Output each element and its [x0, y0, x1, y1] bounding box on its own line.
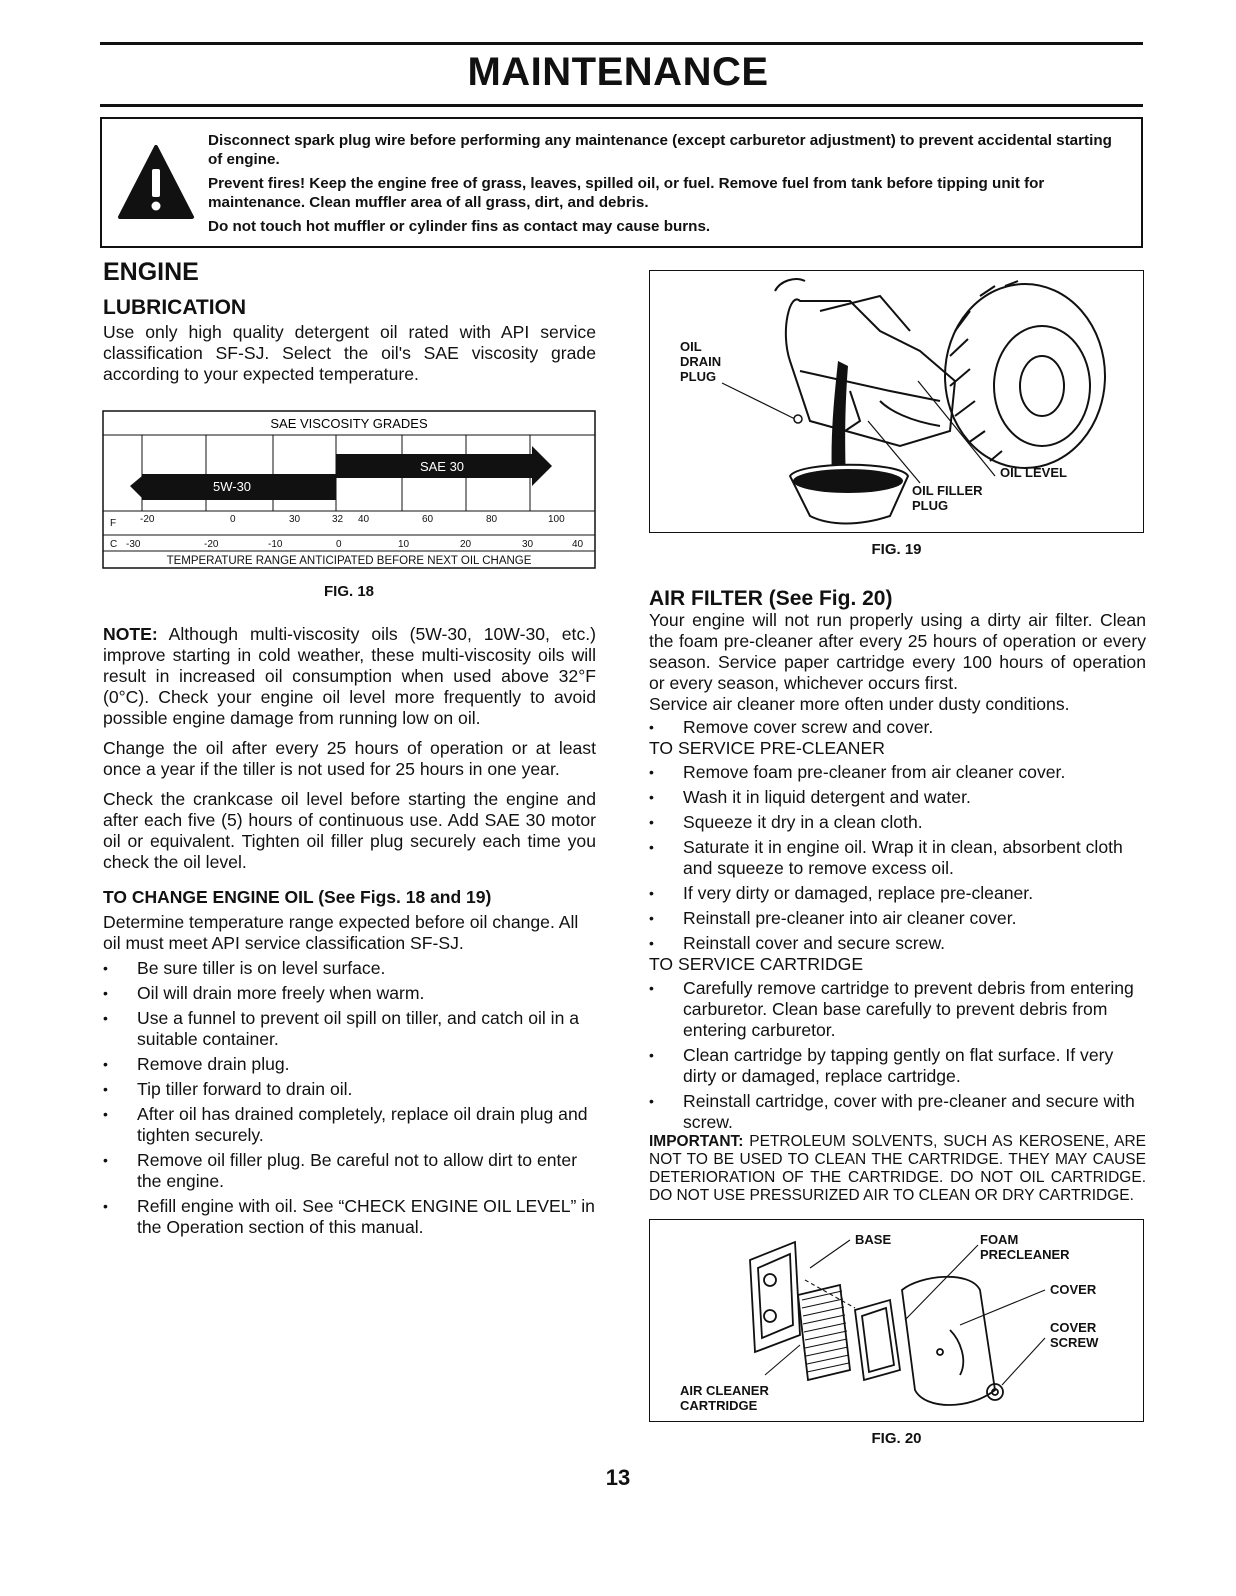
pre-cleaner-steps	[649, 762, 1146, 954]
fig20-box	[649, 1219, 1144, 1422]
right-column	[649, 588, 1146, 1205]
warning-line: Disconnect spark plug wire before performing any maintenance (except carburetor adjustment) to prevent accidental starting of engine.	[208, 132, 1112, 168]
c-tick: 10	[398, 539, 410, 550]
list-item: • After oil has drained completely, replace oil drain plug and tighten securely.	[103, 1104, 596, 1146]
important-label: IMPORTANT:	[649, 1133, 744, 1150]
base-label: BASE	[855, 1232, 892, 1247]
label-line: SCREW	[1050, 1335, 1099, 1350]
warning-line: Do not touch hot muffler or cylinder fins as contact may cause burns.	[208, 218, 711, 235]
fig19-caption: FIG. 19	[871, 541, 922, 558]
list-item: • Be sure tiller is on level surface.	[103, 958, 596, 979]
f-tick: -20	[140, 514, 155, 525]
label-line: PRECLEANER	[980, 1247, 1070, 1262]
title-rule	[100, 104, 1143, 107]
change-paragraph: Change the oil after every 25 hours of operation or at least once a year if the tiller is not used for 25 hours in one year.	[103, 738, 596, 779]
5w30-label: 5W-30	[212, 479, 252, 494]
list-item: • Reinstall cartridge, cover with pre-cleaner and secure with screw.	[649, 1091, 1146, 1133]
air-filter-dusty: Service air cleaner more often under dusty conditions.	[649, 694, 1070, 714]
note-paragraph	[103, 624, 596, 729]
oil-level-label: OIL LEVEL	[1000, 465, 1067, 480]
list-item: • Tip tiller forward to drain oil.	[103, 1079, 596, 1100]
page-number: 13	[605, 1465, 631, 1490]
list-item: • Remove oil filler plug. Be careful not to allow dirt to enter the engine.	[103, 1150, 596, 1192]
f-tick: 100	[548, 514, 565, 525]
c-label: C	[110, 539, 118, 550]
c-tick: 20	[460, 539, 472, 550]
f-tick: 80	[486, 514, 498, 525]
label-line: OIL FILLER	[912, 483, 983, 498]
f-tick: 30	[289, 514, 301, 525]
oil-filler-plug-label	[912, 483, 983, 513]
list-item: • Clean cartridge by tapping gently on flat surface. If very dirty or damaged, replace cartridge.	[649, 1045, 1146, 1087]
note-label: NOTE:	[103, 624, 158, 644]
label-line: OIL	[680, 339, 702, 354]
list-item: • Oil will drain more freely when warm.	[103, 983, 596, 1004]
pre-cleaner-heading: TO SERVICE PRE-CLEANER	[649, 738, 885, 758]
label-line: COVER	[1050, 1320, 1097, 1335]
left-column-lower	[103, 624, 596, 1242]
cover-screw-label	[1050, 1320, 1098, 1350]
list-item: • If very dirty or damaged, replace pre-cleaner.	[649, 883, 1146, 904]
list-item: • Remove foam pre-cleaner from air cleaner cover.	[649, 762, 1146, 783]
warning-line: Prevent fires! Keep the engine free of grass, leaves, spilled oil, or fuel. Remove fuel from tank before tipping unit for maintenance. Clean muffler area of all grass, dirt, and debris.	[208, 175, 1045, 211]
list-item: • Wash it in liquid detergent and water.	[649, 787, 1146, 808]
air-filter-remove	[649, 717, 1146, 738]
c-tick: -20	[204, 539, 219, 550]
air-cleaner-cartridge-label	[680, 1383, 769, 1413]
list-item: • Reinstall pre-cleaner into air cleaner cover.	[649, 908, 1146, 929]
change-oil-steps	[103, 958, 596, 1238]
f-tick: 60	[422, 514, 434, 525]
warning-triangle-icon	[116, 143, 196, 223]
list-item: • Saturate it in engine oil. Wrap it in clean, absorbent cloth and squeeze to remove excess oil.	[649, 837, 1146, 879]
list-item: • Use a funnel to prevent oil spill on tiller, and catch oil in a suitable container.	[103, 1008, 596, 1050]
lubrication-intro: Use only high quality detergent oil rated with API service classification SF-SJ. Select the oil's SAE viscosity grade according to your expected temperature.	[103, 322, 596, 384]
list-item: • Reinstall cover and secure screw.	[649, 933, 1146, 954]
top-rule	[100, 42, 1143, 45]
fig18-viscosity-chart	[102, 410, 596, 570]
cartridge-steps	[649, 978, 1146, 1133]
list-item: • Remove cover screw and cover.	[649, 717, 1146, 738]
important-paragraph	[649, 1133, 1146, 1205]
label-line: DRAIN	[680, 354, 722, 369]
air-filter-intro: Your engine will not run properly using a dirty air filter. Clean the foam pre-cleaner after every 25 hours of operation or every season. Service paper cartridge every 100 hours of operation or every season, whichever occurs first.	[649, 610, 1146, 693]
label-line: PLUG	[680, 369, 717, 384]
important-text: PETROLEUM SOLVENTS, SUCH AS KEROSENE, ARE NOT TO BE USED TO CLEAN THE CARTRIDGE. THEY MAY CAUSE DETERIORATION OF THE CARTRIDGE. DO NOT OIL CARTRIDGE. DO NOT USE PRESSURIZED AIR TO CLEAN OR DRY CARTRIDGE.	[649, 1133, 1146, 1204]
fig18-title: SAE VISCOSITY GRADES	[270, 416, 428, 431]
engine-heading: ENGINE	[103, 258, 199, 286]
sae30-label: SAE 30	[419, 459, 465, 474]
f-tick: 0	[230, 514, 236, 525]
fig20-caption: FIG. 20	[871, 1430, 922, 1447]
f-tick: 32	[332, 514, 344, 525]
fig19-illustration	[650, 271, 1142, 531]
list-item: • Squeeze it dry in a clean cloth.	[649, 812, 1146, 833]
list-item: • Refill engine with oil. See “CHECK ENGINE OIL LEVEL” in the Operation section of this manual.	[103, 1196, 596, 1238]
left-column	[103, 258, 596, 394]
c-tick: 40	[572, 539, 584, 550]
c-tick: -10	[268, 539, 283, 550]
fig19-box	[649, 270, 1144, 533]
change-oil-heading: TO CHANGE ENGINE OIL (See Figs. 18 and 19)	[103, 887, 492, 907]
cover-label: COVER	[1050, 1282, 1097, 1297]
c-tick: 0	[336, 539, 342, 550]
label-line: PLUG	[912, 498, 949, 513]
warning-box	[100, 117, 1143, 248]
lubrication-heading: LUBRICATION	[103, 296, 247, 319]
fig18-caption: FIG. 18	[323, 583, 375, 600]
air-filter-heading: AIR FILTER (See Fig. 20)	[649, 587, 893, 610]
change-oil-intro: Determine temperature range expected before oil change. All oil must meet API service classification SF-SJ.	[103, 912, 579, 953]
check-paragraph: Check the crankcase oil level before starting the engine and after each five (5) hours of continuous use. Add SAE 30 motor oil or equivalent. Tighten oil filler plug securely each time you check the oil level.	[103, 789, 596, 872]
list-item: • Carefully remove cartridge to prevent debris from entering carburetor. Clean base carefully to prevent debris from entering carburetor.	[649, 978, 1146, 1041]
f-tick: 40	[358, 514, 370, 525]
cartridge-heading: TO SERVICE CARTRIDGE	[649, 954, 864, 974]
f-label: F	[110, 518, 117, 529]
label-line: FOAM	[980, 1232, 1019, 1247]
c-tick: 30	[522, 539, 534, 550]
fig18-footer: TEMPERATURE RANGE ANTICIPATED BEFORE NEXT OIL CHANGE	[166, 555, 532, 567]
c-tick: -30	[126, 539, 141, 550]
page-title: MAINTENANCE	[467, 50, 769, 94]
note-text: Although multi-viscosity oils (5W-30, 10W-30, etc.) improve starting in cold weather, these multi-viscosity oils will result in increased oil consumption when used above 32°F (0°C). Check your engine oil level more frequently to avoid possible engine damage from running low on oil.	[103, 624, 596, 728]
label-line: CARTRIDGE	[680, 1398, 758, 1413]
list-item: • Remove drain plug.	[103, 1054, 596, 1075]
foam-precleaner-label	[980, 1232, 1070, 1262]
label-line: AIR CLEANER	[680, 1383, 769, 1398]
oil-drain-plug-label	[680, 339, 721, 384]
warning-text	[208, 131, 1118, 241]
